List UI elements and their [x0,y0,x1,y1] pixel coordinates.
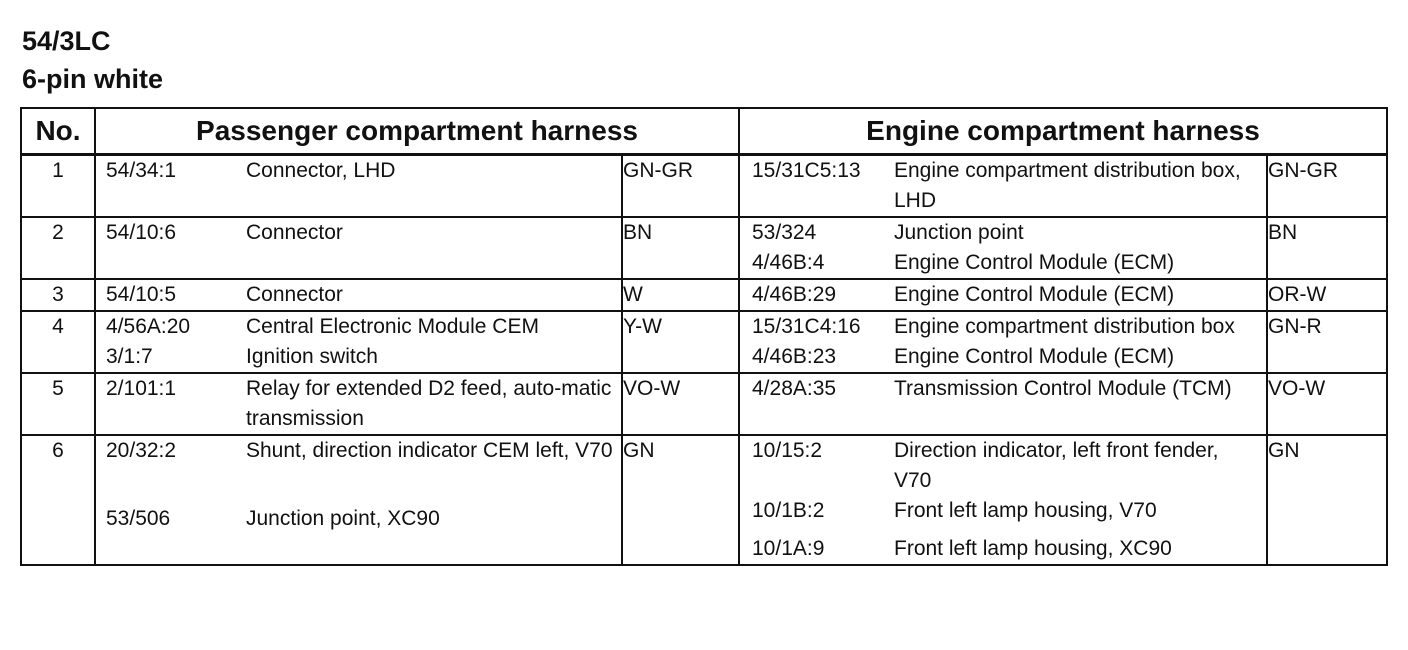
engine-wire-color: VO-W [1267,373,1387,435]
engine-code: 4/28A:35 [752,377,837,400]
passenger-desc: Shunt, direction indicator CEM left, V70 [246,439,613,462]
passenger-code: 54/34:1 [106,159,177,182]
engine-cell [739,217,1267,279]
engine-desc: Engine Control Module (ECM) [894,251,1175,274]
engine-code: 15/31C4:16 [752,315,861,338]
passenger-desc: Relay for extended D2 feed, auto-matic transmission [246,377,612,430]
passenger-wire-color: W [622,279,739,311]
passenger-cell [95,279,622,311]
engine-cell [739,311,1267,373]
engine-wire-color: OR-W [1267,279,1387,311]
engine-entry [740,248,1266,278]
passenger-code: 4/56A:20 [106,315,191,338]
passenger-cell [95,373,622,435]
passenger-cell [95,217,622,279]
engine-entry [740,312,1266,342]
engine-entry [740,436,1266,496]
passenger-entry [96,342,621,372]
table-row [21,155,1387,218]
engine-code: 4/46B:23 [752,345,837,368]
engine-desc: Engine Control Module (ECM) [894,283,1175,306]
passenger-entry [96,218,621,248]
engine-wire-color: GN-GR [1267,155,1387,218]
table-row [21,311,1387,373]
engine-entry [740,280,1266,310]
header-passenger: Passenger compartment harness [95,108,739,155]
engine-wire-color: GN-R [1267,311,1387,373]
passenger-cell [95,155,622,218]
engine-desc: Engine compartment distribution box [894,315,1235,338]
passenger-wire-color: GN [622,435,739,565]
engine-code: 10/1B:2 [752,499,825,522]
table-row [21,279,1387,311]
passenger-wire-color: Y-W [622,311,739,373]
table-row [21,217,1387,279]
passenger-code: 54/10:6 [106,221,177,244]
connector-type: 6-pin white [22,64,163,94]
passenger-entry [96,156,621,186]
pin-number: 5 [21,373,95,435]
engine-code: 10/1A:9 [752,537,825,560]
passenger-entry [96,504,621,534]
engine-desc: Engine compartment distribution box, LHD [894,159,1241,212]
passenger-cell [95,311,622,373]
passenger-desc: Central Electronic Module CEM [246,315,539,338]
passenger-desc: Ignition switch [246,345,378,368]
passenger-desc: Junction point, XC90 [246,507,440,530]
pin-number: 3 [21,279,95,311]
table-row [21,435,1387,565]
pin-number: 1 [21,155,95,218]
engine-desc: Transmission Control Module (TCM) [894,377,1232,400]
engine-desc: Direction indicator, left front fender, V70 [894,439,1219,492]
engine-desc: Front left lamp housing, V70 [894,499,1157,522]
passenger-wire-color: GN-GR [622,155,739,218]
engine-code: 4/46B:4 [752,251,825,274]
passenger-entry [96,312,621,342]
engine-code: 10/15:2 [752,439,823,462]
engine-entry [740,534,1266,564]
engine-entry [740,218,1266,248]
table-header-row [21,108,1387,155]
passenger-cell [95,435,622,565]
engine-entry [740,374,1266,404]
engine-entry [740,496,1266,526]
engine-entry [740,342,1266,372]
passenger-desc: Connector, LHD [246,159,396,182]
header-engine: Engine compartment harness [739,108,1387,155]
passenger-desc: Connector [246,283,343,306]
engine-desc: Junction point [894,221,1024,244]
table-row [21,373,1387,435]
engine-cell [739,435,1267,565]
pin-number: 4 [21,311,95,373]
passenger-wire-color: BN [622,217,739,279]
passenger-entry [96,280,621,310]
engine-entry [740,156,1266,216]
pin-table [20,107,1388,566]
passenger-desc: Connector [246,221,343,244]
engine-desc: Front left lamp housing, XC90 [894,537,1172,560]
engine-wire-color: BN [1267,217,1387,279]
engine-code: 53/324 [752,221,817,244]
header-no: No. [21,108,95,155]
document-heading [22,22,163,98]
engine-code: 15/31C5:13 [752,159,861,182]
passenger-code: 2/101:1 [106,377,177,400]
engine-cell [739,279,1267,311]
pin-number: 2 [21,217,95,279]
passenger-code: 20/32:2 [106,439,177,462]
connector-id: 54/3LC [22,26,111,56]
passenger-entry [96,436,621,466]
engine-desc: Engine Control Module (ECM) [894,345,1175,368]
passenger-code: 54/10:5 [106,283,177,306]
engine-code: 4/46B:29 [752,283,837,306]
passenger-code: 3/1:7 [106,345,153,368]
passenger-entry [96,374,621,434]
pin-number: 6 [21,435,95,565]
passenger-code: 53/506 [106,507,171,530]
engine-wire-color: GN [1268,439,1300,462]
passenger-wire-color: VO-W [622,373,739,435]
engine-cell [739,155,1267,218]
engine-cell [739,373,1267,435]
